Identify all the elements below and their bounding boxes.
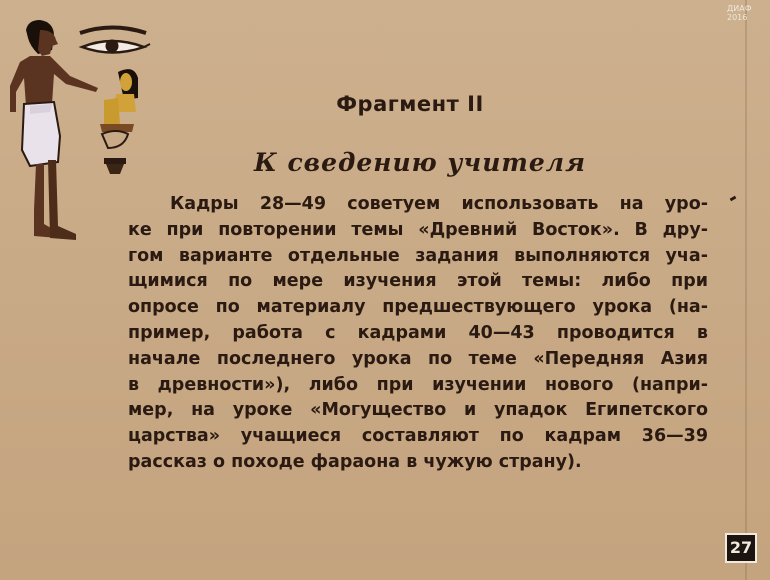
watermark [727, 4, 769, 22]
eye-of-horus-icon [80, 28, 150, 53]
body-line: царства» учащиеся составляют по кадрам 36—39 [128, 426, 708, 447]
body-line: пример, работа с кадрами 40—43 проводится в [128, 322, 708, 343]
seated-figure-icon [100, 69, 138, 174]
body-line: Кадры 28—49 советуем использовать на уро- [170, 194, 708, 214]
watermark-line-2: 2016 [727, 13, 748, 22]
body-line: в древности»), либо при изучении нового (напри- [128, 374, 708, 395]
teacher-note-body [128, 192, 708, 476]
body-line: опросе по материалу предшествующего урока (на- [128, 297, 708, 318]
page-number-badge: 27 [725, 533, 757, 563]
fragment-heading: Фрагмент II [336, 92, 484, 116]
body-line: щимися по мере изучения этой темы: либо при [128, 271, 708, 292]
body-line: рассказ о походе фараона в чужую страну). [128, 451, 582, 472]
body-line: ке при повторении темы «Древний Восток». В дру- [128, 219, 708, 240]
body-line: мер, на уроке «Могущество и упадок Египетского [128, 400, 708, 421]
slide-crease [745, 0, 747, 580]
body-line: начале последнего урока по теме «Передняя Азия [128, 348, 708, 369]
body-line: гом варианте отдельные задания выполняются уча- [128, 245, 708, 266]
teacher-note-subheading: К сведению учителя [254, 148, 586, 177]
egyptian-man-figure [10, 20, 98, 240]
watermark-line-1: ДИАФ [727, 4, 752, 13]
